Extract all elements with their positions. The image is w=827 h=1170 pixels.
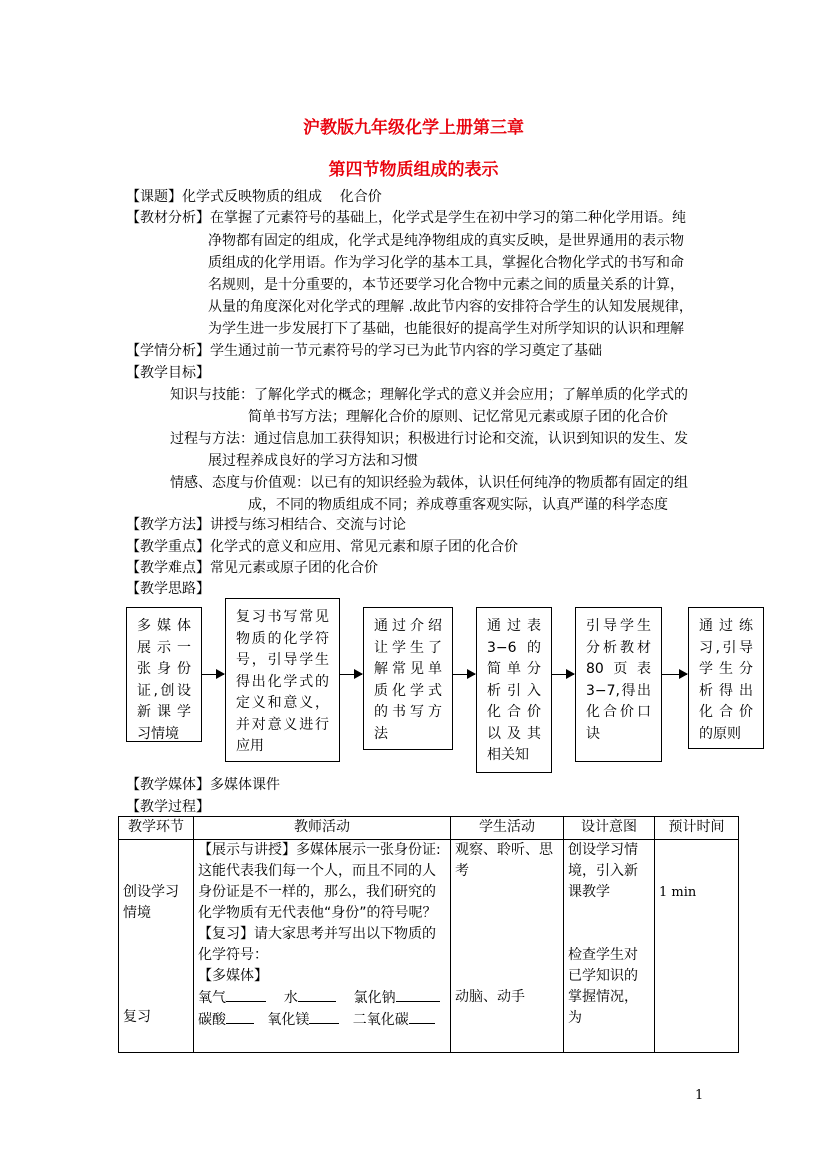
- intent-text: 创设学习情境，引入新课教学: [568, 842, 638, 900]
- exercise-item: 二氧化碳: [352, 1012, 409, 1028]
- goal-process-line1: 过程与方法：通过信息加工获得知识；积极进行讨论和交流，认识到知识的发生、发: [170, 431, 688, 447]
- method-text: 讲授与练习相结合、交流与讨论: [210, 517, 406, 533]
- answer-blank: [226, 987, 266, 1002]
- table-header: 教学环节: [119, 817, 194, 840]
- flow-box: 复习书写常见物质的化学符号，引导学生得出化学式的定义和意义，并对意义进行应用: [225, 598, 340, 762]
- exercise-item: 氧气: [198, 990, 226, 1006]
- table-header: 教师活动: [194, 817, 451, 840]
- analysis-label-line: [126, 207, 686, 229]
- goal-knowledge-line2: 简单书写方法；理解化合价的原则、记忆常见元素或原子团的化合价: [248, 409, 668, 425]
- answer-blank: [396, 987, 440, 1002]
- difficulty-label: 【教学难点】: [126, 560, 210, 576]
- answer-blank: [409, 1009, 435, 1024]
- intent-text: 检查学生对已学知识的掌握情况，为: [568, 947, 638, 1026]
- media-label: 【教学媒体】: [126, 777, 210, 793]
- goal-emotion-line2: 成，不同的物质组成不同；养成尊重客观实际，认真严谨的科学态度: [248, 497, 668, 513]
- method-line: [126, 514, 406, 536]
- answer-blank: [298, 987, 336, 1002]
- table-header-row: [119, 817, 739, 840]
- key-point-label: 【教学重点】: [126, 539, 210, 555]
- student-analysis-text: 学生通过前一节元素符号的学习已为此节内容的学习奠定了基础: [210, 343, 602, 359]
- table-row: [119, 840, 739, 1053]
- time-cell: [655, 840, 739, 1053]
- flow-box: 通过练习,引导学生分析得出化合价的原则: [688, 607, 764, 749]
- exercise-item: 碳酸: [198, 1012, 226, 1028]
- exercise-item: 氧化镁: [267, 1012, 310, 1028]
- topic-line: [126, 186, 382, 208]
- doc-subtitle: 第四节物质组成的表示: [328, 160, 499, 180]
- student-text: 动脑、动手: [455, 989, 525, 1005]
- student-analysis-line: [126, 340, 602, 362]
- exercise-line: [198, 987, 446, 1009]
- analysis-line: 净物都有固定的组成，化学式是纯净物组成的真实反映，是世界通用的表示物: [208, 233, 684, 249]
- goals-label: 【教学目标】: [126, 365, 210, 381]
- flow-box: 通过介绍让学生了解常见单质化学式的书写方法: [363, 607, 453, 750]
- goal-emotion-line1: 情感、态度与价值观：以已有的知识经验为载体，认识任何纯净的物质都有固定的组: [170, 475, 688, 491]
- idea-label: 【教学思路】: [126, 581, 210, 597]
- student-cell: [451, 840, 564, 1053]
- flow-arrow: [340, 674, 362, 675]
- student-analysis-label: 【学情分析】: [126, 343, 210, 359]
- topic-label: 【课题】: [126, 189, 182, 205]
- analysis-line: 从量的角度深化对化学式的理解 .故此节内容的安排符合学生的认知发展规律，: [208, 299, 693, 315]
- stage-text: 创设学习情境: [123, 884, 179, 921]
- analysis-line: 名规则，是十分重要的，本节还要学习化合物中元素之间的质量关系的计算，: [208, 277, 684, 293]
- flow-arrow: [662, 674, 687, 675]
- teacher-text: 【复习】请大家思考并写出以下物质的化学符号：: [198, 926, 436, 963]
- key-point-line: [126, 536, 518, 558]
- difficulty-text: 常见元素或原子团的化合价: [210, 560, 378, 576]
- topic-text: 化学式反映物质的组成 化合价: [182, 189, 382, 205]
- stage-text: 复习: [123, 1009, 151, 1025]
- analysis-line: 在掌握了元素符号的基础上，化学式是学生在初中学习的第二种化学用语。纯: [210, 210, 686, 226]
- exercise-item: 水: [283, 990, 298, 1006]
- goal-knowledge-line1: 知识与技能：了解化学式的概念；理解化学式的意义并会应用；了解单质的化学式的: [170, 387, 688, 403]
- flow-arrow: [552, 674, 574, 675]
- flow-box: 引导学生分析教材80页表3−7,得出化合价口诀: [575, 607, 662, 762]
- analysis-label: 【教材分析】: [126, 210, 210, 226]
- table-header: 设计意图: [564, 817, 655, 840]
- teacher-text: 【多媒体】: [198, 968, 268, 984]
- table-header: 预计时间: [655, 817, 739, 840]
- table-header: 学生活动: [451, 817, 564, 840]
- flow-box: 通过表3−6的简单分析引入化合价以及其相关知: [476, 607, 552, 773]
- exercise-line: [198, 1009, 446, 1031]
- intent-cell: [564, 840, 655, 1053]
- process-label: 【教学过程】: [126, 799, 210, 815]
- stage-cell: [119, 840, 194, 1053]
- answer-blank: [226, 1009, 254, 1024]
- media-line: [126, 774, 280, 796]
- teacher-text: 【展示与讲授】多媒体展示一张身份证: 这能代表我们每一个人，而且不同的人身份证是不一样的，那么，我们研究的化学物质有无代表他“身份”的符号呢？: [198, 842, 441, 921]
- time-text: 1 min: [659, 885, 697, 900]
- process-table: [118, 816, 739, 1053]
- teacher-cell: [194, 840, 451, 1053]
- student-text: 观察、聆听、思考: [455, 842, 553, 879]
- difficulty-line: [126, 557, 378, 579]
- answer-blank: [309, 1009, 339, 1024]
- flow-arrow: [453, 674, 475, 675]
- doc-title: 沪教版九年级化学上册第三章: [303, 118, 524, 138]
- page-number: 1: [695, 1088, 704, 1103]
- media-text: 多媒体课件: [210, 777, 280, 793]
- analysis-line: 质组成的化学用语。作为学习化学的基本工具，掌握化合物化学式的书写和命: [208, 255, 684, 271]
- exercise-item: 氯化钠: [353, 990, 396, 1006]
- flow-box: 多媒体展示一张身份证,创设新课学习情境: [126, 607, 202, 742]
- key-point-text: 化学式的意义和应用、常见元素和原子团的化合价: [210, 539, 518, 555]
- goal-process-line2: 展过程养成良好的学习方法和习惯: [208, 453, 418, 469]
- flow-arrow: [202, 674, 224, 675]
- analysis-line: 为学生进一步发展打下了基础，也能很好的提高学生对所学知识的认识和理解: [208, 321, 684, 337]
- method-label: 【教学方法】: [126, 517, 210, 533]
